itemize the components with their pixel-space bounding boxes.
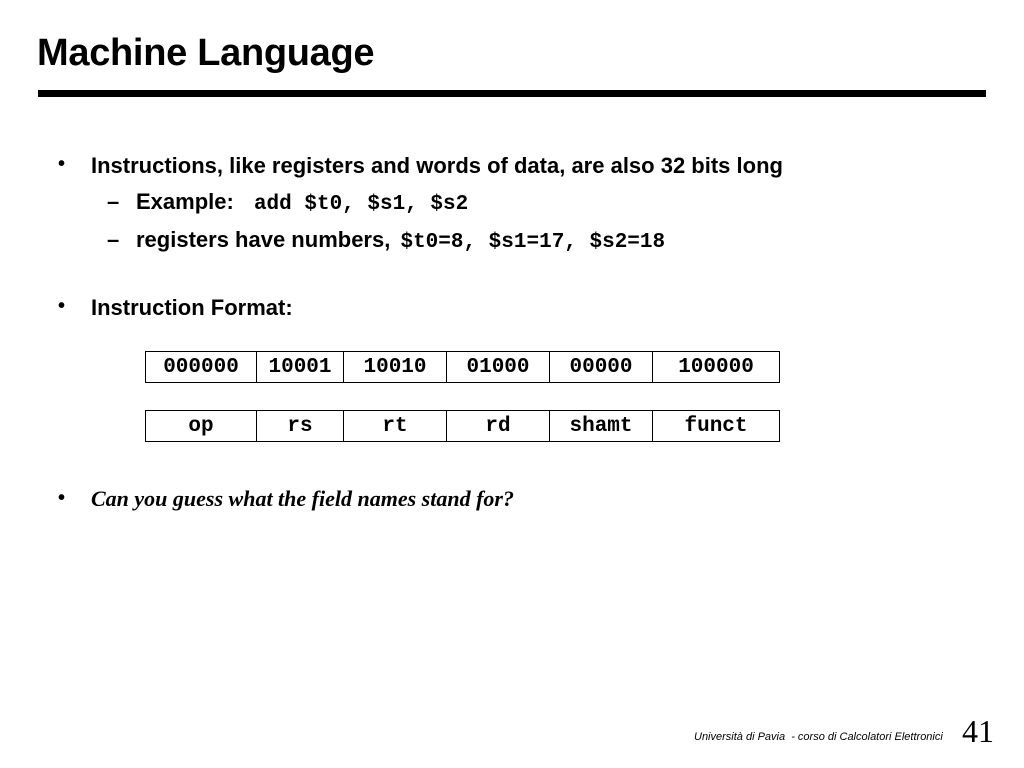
bits-cell-rt: 10010 (344, 352, 447, 383)
bullet-marker: • (58, 487, 66, 509)
instruction-bits-table (145, 351, 780, 383)
bits-cell-funct: 100000 (653, 352, 780, 383)
sub-bullet-register-numbers (136, 227, 665, 256)
title-divider (38, 90, 986, 97)
footer-text: Università di Pavia - corso di Calcolatori Elettronici (694, 731, 943, 743)
example-label: Example: (136, 189, 234, 214)
table-row (146, 352, 780, 383)
instruction-fields-table (145, 410, 780, 442)
bullet-text-instruction-format: Instruction Format: (91, 295, 293, 320)
bullet-text-question: Can you guess what the field names stand for? (91, 486, 514, 511)
bullet-text-instructions: Instructions, like registers and words of data, are also 32 bits long (91, 153, 783, 178)
bits-cell-rs: 10001 (257, 352, 344, 383)
field-cell-shamt: shamt (550, 411, 653, 442)
register-numbers-label: registers have numbers, (136, 227, 391, 252)
slide-title: Machine Language (37, 32, 375, 74)
sub-bullet-marker: – (107, 189, 120, 214)
bullet-marker: • (58, 153, 66, 175)
bits-cell-rd: 01000 (447, 352, 550, 383)
field-cell-rd: rd (447, 411, 550, 442)
table-row (146, 411, 780, 442)
example-code: add $t0, $s1, $s2 (253, 193, 469, 216)
page-number: 41 (962, 713, 994, 749)
register-numbers-code: $t0=8, $s1=17, $s2=18 (400, 231, 666, 254)
bits-cell-op: 000000 (146, 352, 257, 383)
field-cell-rt: rt (344, 411, 447, 442)
bits-cell-shamt: 00000 (550, 352, 653, 383)
field-cell-funct: funct (653, 411, 780, 442)
field-cell-rs: rs (257, 411, 344, 442)
sub-bullet-marker: – (107, 227, 120, 252)
bullet-marker: • (58, 295, 66, 317)
field-cell-op: op (146, 411, 257, 442)
sub-bullet-example (136, 189, 468, 218)
